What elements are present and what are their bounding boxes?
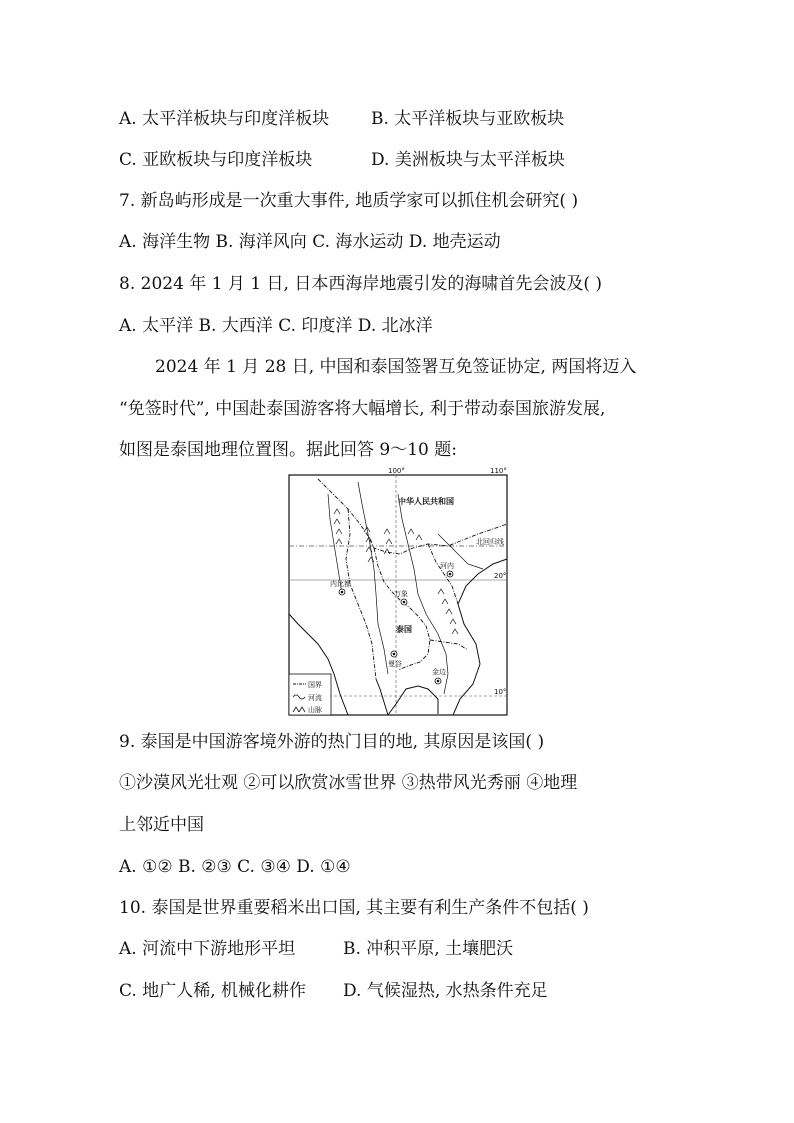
china-label: 中华人民共和国	[398, 497, 454, 506]
q7-options: A. 海洋生物 B. 海洋风向 C. 海水运动 D. 地壳运动	[119, 232, 501, 252]
thailand-label: 泰国	[396, 625, 412, 634]
q6-option-c: C. 亚欧板块与印度洋板块	[119, 150, 313, 170]
q8-stem: 8. 2024 年 1 月 1 日, 日本西海岸地震引发的海啸首先会波及( )	[119, 274, 603, 294]
q9-choices-line-1: ①沙漠风光壮观 ②可以欣赏冰雪世界 ③热带风光秀丽 ④地理	[119, 773, 578, 793]
lon-100-label: 100°	[388, 467, 405, 475]
lon-110-label: 110°	[490, 467, 507, 475]
q7-stem: 7. 新岛屿形成是一次重大事件, 地质学家可以抓住机会研究( )	[119, 191, 579, 211]
legend-mountain-label: 山脉	[308, 706, 322, 714]
q6-option-a: A. 太平洋板块与印度洋板块	[119, 109, 330, 129]
q9-stem: 9. 泰国是中国游客境外游的热门目的地, 其原因是该国( )	[119, 732, 545, 752]
hanoi-label: 河内	[440, 562, 454, 570]
legend-river-label: 河流	[308, 694, 322, 702]
q10-option-a: A. 河流中下游地形平坦	[119, 939, 296, 959]
passage-line-2: “免签时代”, 中国赴泰国游客将大幅增长, 利于带动泰国旅游发展,	[119, 399, 606, 419]
q6-option-d: D. 美洲板块与太平洋板块	[371, 150, 565, 170]
q10-stem: 10. 泰国是世界重要稻米出口国, 其主要有利生产条件不包括( )	[119, 898, 589, 918]
q9-options: A. ①② B. ②③ C. ③④ D. ①④	[119, 857, 351, 877]
q10-option-c: C. 地广人稀, 机械化耕作	[119, 981, 307, 1001]
q6-option-b: B. 太平洋板块与亚欧板块	[371, 109, 565, 129]
thailand-location-map	[288, 467, 508, 716]
legend-border-label: 国界	[308, 681, 322, 689]
q8-options: A. 太平洋 B. 大西洋 C. 印度洋 D. 北冰洋	[119, 316, 433, 336]
passage-line-3: 如图是泰国地理位置图。据此回答 9～10 题:	[119, 440, 457, 460]
q10-option-b: B. 冲积平原, 土壤肥沃	[343, 939, 514, 959]
bangkok-label: 曼谷	[388, 660, 402, 668]
tropic-label: 北回归线	[476, 538, 504, 546]
phnom-penh-label: 金边	[432, 668, 446, 676]
q9-choices-line-2: 上邻近中国	[119, 815, 204, 835]
lat-10-label: 10°	[494, 688, 507, 696]
passage-line-1: 2024 年 1 月 28 日, 中国和泰国签署互免签证协定, 两国将迈入	[155, 357, 637, 377]
q10-option-d: D. 气候湿热, 水热条件充足	[343, 981, 548, 1001]
lat-20-label: 20°	[494, 572, 507, 580]
naypyidaw-label: 内比都	[330, 580, 351, 588]
vientiane-label: 万象	[394, 590, 408, 598]
